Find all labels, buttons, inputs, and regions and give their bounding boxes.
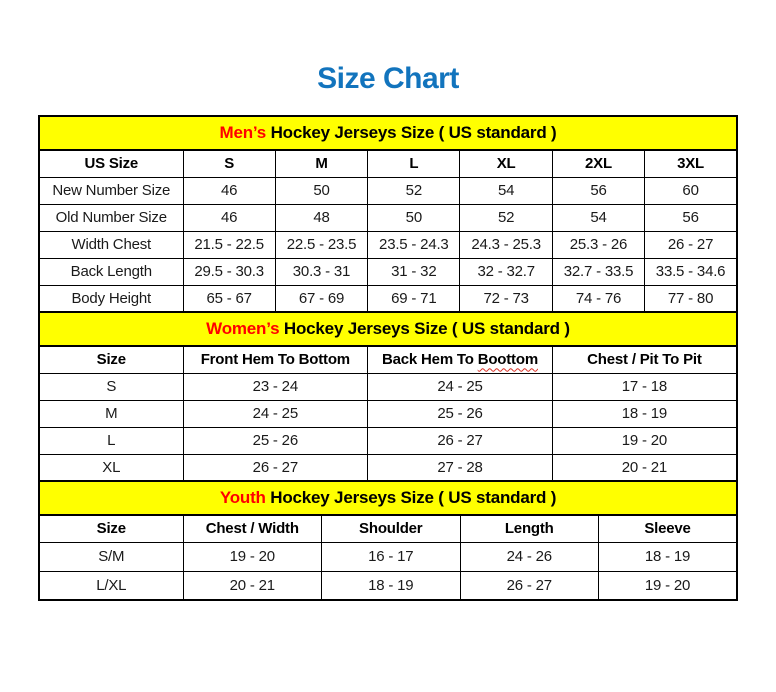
- cell: 26 - 27: [645, 231, 737, 258]
- youth-section-header: [39, 481, 737, 515]
- youth-title-accent: Youth: [219, 488, 266, 507]
- womens-title-text: Hockey Jerseys Size ( US standard ): [279, 319, 570, 338]
- mens-title-accent: Men’s: [219, 123, 267, 142]
- cell: 50: [275, 177, 367, 204]
- row-label: L/XL: [39, 571, 183, 600]
- row-label: M: [39, 400, 183, 427]
- womens-section-title: [39, 312, 737, 346]
- cell: 26 - 27: [460, 571, 599, 600]
- table-row: [39, 542, 737, 571]
- mens-section-title: [39, 116, 737, 150]
- table-row: [39, 427, 737, 454]
- cell: 19 - 20: [552, 427, 737, 454]
- womens-title-accent: Women’s: [206, 319, 280, 338]
- womens-column-header-row: [39, 346, 737, 373]
- cell: 25 - 26: [368, 400, 553, 427]
- cell: 32.7 - 33.5: [552, 258, 644, 285]
- mens-size-table: [38, 115, 738, 313]
- table-row: [39, 285, 737, 312]
- mens-column-header-row: [39, 150, 737, 177]
- youth-section-title: [39, 481, 737, 515]
- cell: 74 - 76: [552, 285, 644, 312]
- row-label: Width Chest: [39, 231, 183, 258]
- cell: 33.5 - 34.6: [645, 258, 737, 285]
- womens-section-header: [39, 312, 737, 346]
- column-header: 3XL: [645, 150, 737, 177]
- table-row: [39, 571, 737, 600]
- cell: 54: [552, 204, 644, 231]
- mens-title-text: Hockey Jerseys Size ( US standard ): [266, 123, 557, 142]
- column-header: S: [183, 150, 275, 177]
- column-header: Size: [39, 515, 183, 542]
- youth-size-table: [38, 480, 738, 601]
- row-label: L: [39, 427, 183, 454]
- cell: 24 - 26: [460, 542, 599, 571]
- table-row: [39, 204, 737, 231]
- cell: 26 - 27: [368, 427, 553, 454]
- table-row: [39, 373, 737, 400]
- cell: 52: [368, 177, 460, 204]
- womens-size-table: [38, 311, 738, 482]
- row-label: Old Number Size: [39, 204, 183, 231]
- cell: 46: [183, 204, 275, 231]
- cell: 21.5 - 22.5: [183, 231, 275, 258]
- cell: 18 - 19: [552, 400, 737, 427]
- cell: 54: [460, 177, 552, 204]
- cell: 50: [368, 204, 460, 231]
- cell: 17 - 18: [552, 373, 737, 400]
- column-header: M: [275, 150, 367, 177]
- cell: 30.3 - 31: [275, 258, 367, 285]
- table-row: [39, 400, 737, 427]
- cell: 67 - 69: [275, 285, 367, 312]
- row-label: XL: [39, 454, 183, 481]
- cell: 60: [645, 177, 737, 204]
- cell: 20 - 21: [552, 454, 737, 481]
- table-row: [39, 454, 737, 481]
- column-header: Length: [460, 515, 599, 542]
- cell: 25.3 - 26: [552, 231, 644, 258]
- youth-title-text: Hockey Jerseys Size ( US standard ): [265, 488, 557, 507]
- cell: 29.5 - 30.3: [183, 258, 275, 285]
- table-row: [39, 231, 737, 258]
- column-header-prefix: Back Hem To: [382, 351, 478, 369]
- cell: 18 - 19: [599, 542, 738, 571]
- cell: 77 - 80: [645, 285, 737, 312]
- column-header: L: [368, 150, 460, 177]
- cell: 46: [183, 177, 275, 204]
- cell: 24 - 25: [368, 373, 553, 400]
- column-header: Shoulder: [322, 515, 461, 542]
- table-row: [39, 177, 737, 204]
- cell: 48: [275, 204, 367, 231]
- row-label: S/M: [39, 542, 183, 571]
- size-tables: [38, 115, 738, 601]
- cell: 27 - 28: [368, 454, 553, 481]
- cell: 56: [645, 204, 737, 231]
- column-header-misspelled: [368, 346, 553, 373]
- cell: 23 - 24: [183, 373, 368, 400]
- column-header: 2XL: [552, 150, 644, 177]
- row-label: Back Length: [39, 258, 183, 285]
- mens-section-header: [39, 116, 737, 150]
- cell: 25 - 26: [183, 427, 368, 454]
- column-header: Size: [39, 346, 183, 373]
- cell: 52: [460, 204, 552, 231]
- cell: 56: [552, 177, 644, 204]
- cell: 19 - 20: [183, 542, 322, 571]
- cell: 18 - 19: [322, 571, 461, 600]
- column-header: Chest / Pit To Pit: [552, 346, 737, 373]
- cell: 31 - 32: [368, 258, 460, 285]
- row-label: New Number Size: [39, 177, 183, 204]
- cell: 22.5 - 23.5: [275, 231, 367, 258]
- cell: 16 - 17: [322, 542, 461, 571]
- cell: 23.5 - 24.3: [368, 231, 460, 258]
- cell: 20 - 21: [183, 571, 322, 600]
- cell: 32 - 32.7: [460, 258, 552, 285]
- cell: 69 - 71: [368, 285, 460, 312]
- table-row: [39, 258, 737, 285]
- misspelled-word: Boottom: [477, 351, 538, 369]
- cell: 65 - 67: [183, 285, 275, 312]
- row-label: Body Height: [39, 285, 183, 312]
- page-title: Size Chart: [317, 62, 459, 95]
- column-header: XL: [460, 150, 552, 177]
- column-header: Front Hem To Bottom: [183, 346, 368, 373]
- column-header: Chest / Width: [183, 515, 322, 542]
- row-label: S: [39, 373, 183, 400]
- cell: 24 - 25: [183, 400, 368, 427]
- cell: 72 - 73: [460, 285, 552, 312]
- column-header: Sleeve: [599, 515, 738, 542]
- youth-column-header-row: [39, 515, 737, 542]
- cell: 19 - 20: [599, 571, 738, 600]
- cell: 26 - 27: [183, 454, 368, 481]
- cell: 24.3 - 25.3: [460, 231, 552, 258]
- column-header: US Size: [39, 150, 183, 177]
